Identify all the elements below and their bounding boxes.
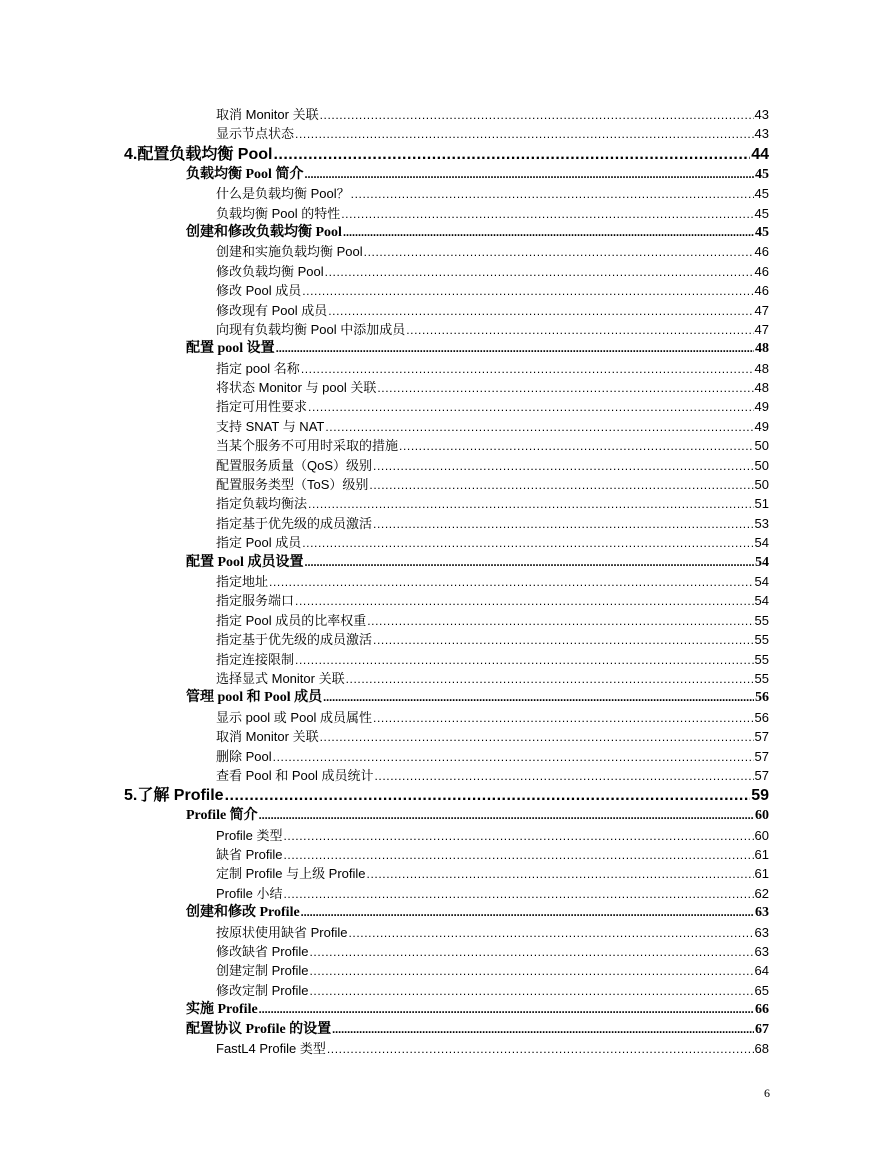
dot-leader <box>283 885 753 904</box>
dot-leader <box>332 1020 754 1039</box>
toc-subsection-entry[interactable] <box>216 417 769 436</box>
toc-entry-page-number: 55 <box>754 632 769 648</box>
toc-entry-page-number: 61 <box>754 866 769 882</box>
toc-entry-page-number: 48 <box>755 341 769 357</box>
toc-entry-page-number: 48 <box>754 380 769 396</box>
toc-entry-page-number: 61 <box>754 847 769 863</box>
toc-entry-title: 指定负载均衡法 <box>216 496 308 512</box>
toc-entry-page-number: 54 <box>754 573 769 589</box>
toc-entry-page-number: 53 <box>754 515 769 531</box>
dot-leader <box>302 282 753 301</box>
toc-entry-page-number: 68 <box>754 1040 769 1056</box>
toc-subsection-entry[interactable] <box>216 884 769 903</box>
toc-section-entry[interactable] <box>186 1000 769 1019</box>
toc-entry-title: 指定 Pool 成员的比率权重 <box>216 612 367 628</box>
toc-subsection-entry[interactable] <box>216 494 769 513</box>
toc-entry-title: 定制 Profile 与上级 Profile <box>216 866 366 882</box>
toc-entry-page-number: 60 <box>755 808 769 824</box>
dot-leader <box>377 379 753 398</box>
toc-entry-page-number: 63 <box>754 944 769 960</box>
toc-entry-page-number: 64 <box>754 963 769 979</box>
toc-entry-title: 显示 pool 或 Pool 成员属性 <box>216 709 373 725</box>
toc-section-entry[interactable] <box>186 903 769 922</box>
toc-subsection-entry[interactable] <box>216 826 769 845</box>
toc-entry-title: FastL4 Profile 类型 <box>216 1040 326 1056</box>
dot-leader <box>346 670 754 689</box>
dot-leader <box>273 144 750 165</box>
toc-entry-title: 创建和实施负载均衡 Pool <box>216 244 363 260</box>
dot-leader <box>328 302 753 321</box>
toc-entry-page-number: 57 <box>754 767 769 783</box>
toc-subsection-entry[interactable] <box>216 591 769 610</box>
toc-subsection-entry[interactable] <box>216 436 769 455</box>
toc-subsection-entry[interactable] <box>216 281 769 300</box>
toc-entry-title: 指定地址 <box>216 573 269 589</box>
toc-entry-title: 负载均衡 Pool 简介 <box>186 166 304 182</box>
toc-entry-page-number: 46 <box>754 263 769 279</box>
dot-leader <box>302 534 753 553</box>
dot-leader <box>373 709 753 728</box>
toc-entry-title: 实施 Profile <box>186 1002 258 1018</box>
dot-leader <box>295 651 754 670</box>
toc-entry-page-number: 50 <box>754 438 769 454</box>
dot-leader <box>309 962 753 981</box>
toc-subsection-entry[interactable] <box>216 747 769 766</box>
toc-entry-title: 指定 Pool 成员 <box>216 535 302 551</box>
toc-section-entry[interactable] <box>186 223 769 242</box>
dot-leader <box>325 263 754 282</box>
dot-leader <box>295 125 754 144</box>
toc-entry-title: 创建和修改 Profile <box>186 905 300 921</box>
dot-leader <box>295 592 754 611</box>
toc-entry-page-number: 67 <box>755 1021 769 1037</box>
toc-entry-page-number: 45 <box>754 186 769 202</box>
toc-entry-title: 指定连接限制 <box>216 651 295 667</box>
table-of-contents <box>0 105 893 1058</box>
dot-leader <box>325 418 753 437</box>
toc-entry-page-number: 55 <box>754 651 769 667</box>
dot-leader <box>375 767 754 786</box>
toc-subsection-entry[interactable] <box>216 1039 769 1058</box>
toc-subsection-entry[interactable] <box>216 708 769 727</box>
toc-subsection-entry[interactable] <box>216 942 769 961</box>
dot-leader <box>304 165 754 184</box>
toc-entry-page-number: 65 <box>754 982 769 998</box>
toc-entry-title: 配置 Pool 成员设置 <box>186 554 304 570</box>
toc-subsection-entry[interactable] <box>216 378 769 397</box>
dot-leader <box>327 1040 754 1059</box>
dot-leader <box>259 1000 754 1019</box>
toc-entry-title: 创建和修改负载均衡 Pool <box>186 224 342 240</box>
toc-subsection-entry[interactable] <box>216 533 769 552</box>
toc-entry-page-number: 66 <box>755 1002 769 1018</box>
toc-subsection-entry[interactable] <box>216 514 769 533</box>
toc-chapter-entry[interactable] <box>124 785 769 806</box>
dot-leader <box>283 846 753 865</box>
toc-subsection-entry[interactable] <box>216 961 769 980</box>
toc-entry-title: 修改缺省 Profile <box>216 944 309 960</box>
toc-entry-page-number: 45 <box>754 205 769 221</box>
dot-leader <box>320 106 754 125</box>
toc-entry-title: 将状态 Monitor 与 pool 关联 <box>216 380 377 396</box>
toc-subsection-entry[interactable] <box>216 572 769 591</box>
toc-entry-title: Profile 类型 <box>216 827 283 843</box>
toc-subsection-entry[interactable] <box>216 630 769 649</box>
toc-subsection-entry[interactable] <box>216 650 769 669</box>
toc-subsection-entry[interactable] <box>216 456 769 475</box>
toc-entry-title: 配置 pool 设置 <box>186 341 275 357</box>
toc-entry-title: 5.了解 Profile <box>124 787 224 805</box>
toc-subsection-entry[interactable] <box>216 397 769 416</box>
toc-entry-title: 配置协议 Profile 的设置 <box>186 1021 332 1037</box>
dot-leader <box>369 476 753 495</box>
toc-entry-page-number: 43 <box>754 126 769 142</box>
toc-subsection-entry[interactable] <box>216 669 769 688</box>
toc-entry-page-number: 54 <box>755 554 769 570</box>
toc-entry-page-number: 47 <box>754 321 769 337</box>
toc-entry-page-number: 51 <box>754 496 769 512</box>
toc-subsection-entry[interactable] <box>216 475 769 494</box>
toc-section-entry[interactable] <box>186 165 769 184</box>
toc-entry-page-number: 47 <box>754 302 769 318</box>
toc-subsection-entry[interactable] <box>216 864 769 883</box>
toc-entry-title: 创建定制 Profile <box>216 963 309 979</box>
toc-entry-title: 选择显式 Monitor 关联 <box>216 670 345 686</box>
toc-entry-page-number: 46 <box>754 283 769 299</box>
dot-leader <box>367 612 753 631</box>
dot-leader <box>301 903 754 922</box>
toc-entry-page-number: 48 <box>754 360 769 376</box>
toc-entry-title: 修改定制 Profile <box>216 982 309 998</box>
toc-entry-page-number: 56 <box>755 690 769 706</box>
toc-subsection-entry[interactable] <box>216 184 769 203</box>
toc-entry-page-number: 49 <box>754 399 769 415</box>
dot-leader <box>320 728 754 747</box>
toc-entry-title: 修改现有 Pool 成员 <box>216 302 328 318</box>
toc-entry-title: 指定 pool 名称 <box>216 360 300 376</box>
dot-leader <box>276 339 754 358</box>
toc-section-entry[interactable] <box>186 553 769 572</box>
dot-leader <box>364 243 754 262</box>
toc-entry-title: 缺省 Profile <box>216 847 283 863</box>
dot-leader <box>301 360 754 379</box>
toc-subsection-entry[interactable] <box>216 923 769 942</box>
toc-entry-title: 配置服务质量（QoS）级别 <box>216 457 373 473</box>
toc-entry-title: 修改 Pool 成员 <box>216 283 302 299</box>
toc-entry-title: 什么是负载均衡 Pool？ <box>216 186 350 202</box>
toc-entry-title: 当某个服务不可用时采取的措施 <box>216 438 399 454</box>
toc-entry-title: 删除 Pool <box>216 748 272 764</box>
toc-section-entry[interactable] <box>186 1020 769 1039</box>
dot-leader <box>308 495 754 514</box>
toc-entry-title: Profile 小结 <box>216 885 283 901</box>
dot-leader <box>323 688 754 707</box>
dot-leader <box>225 785 751 806</box>
toc-entry-title: 指定可用性要求 <box>216 399 308 415</box>
toc-entry-title: 显示节点状态 <box>216 126 295 142</box>
toc-subsection-entry[interactable] <box>216 611 769 630</box>
dot-leader <box>283 827 753 846</box>
toc-subsection-entry[interactable] <box>216 105 769 124</box>
dot-leader <box>373 457 754 476</box>
dot-leader <box>343 223 754 242</box>
toc-entry-title: 管理 pool 和 Pool 成员 <box>186 690 323 706</box>
dot-leader <box>304 553 754 572</box>
dot-leader <box>351 185 754 204</box>
toc-section-entry[interactable] <box>186 339 769 358</box>
toc-entry-title: 指定服务端口 <box>216 593 295 609</box>
toc-entry-page-number: 55 <box>754 612 769 628</box>
toc-entry-page-number: 55 <box>754 670 769 686</box>
toc-subsection-entry[interactable] <box>216 320 769 339</box>
dot-leader <box>341 205 753 224</box>
toc-subsection-entry[interactable] <box>216 845 769 864</box>
toc-section-entry[interactable] <box>186 806 769 825</box>
toc-subsection-entry[interactable] <box>216 766 769 785</box>
toc-entry-page-number: 63 <box>754 924 769 940</box>
dot-leader <box>373 631 754 650</box>
toc-entry-page-number: 46 <box>754 244 769 260</box>
toc-subsection-entry[interactable] <box>216 301 769 320</box>
dot-leader <box>406 321 753 340</box>
dot-leader <box>269 573 754 592</box>
dot-leader <box>259 806 754 825</box>
toc-entry-title: 配置服务类型（ToS）级别 <box>216 477 369 493</box>
toc-chapter-entry[interactable] <box>124 144 769 165</box>
toc-entry-page-number: 59 <box>751 787 769 805</box>
toc-entry-page-number: 43 <box>754 107 769 122</box>
toc-subsection-entry[interactable] <box>216 981 769 1000</box>
toc-subsection-entry[interactable] <box>216 727 769 746</box>
toc-entry-page-number: 45 <box>755 166 769 182</box>
toc-subsection-entry[interactable] <box>216 262 769 281</box>
toc-entry-page-number: 49 <box>754 418 769 434</box>
toc-entry-title: 向现有负载均衡 Pool 中添加成员 <box>216 321 406 337</box>
toc-entry-page-number: 50 <box>754 477 769 493</box>
toc-entry-page-number: 56 <box>754 709 769 725</box>
toc-entry-page-number: 50 <box>754 457 769 473</box>
toc-section-entry[interactable] <box>186 688 769 707</box>
dot-leader <box>367 865 754 884</box>
toc-entry-title: 4.配置负载均衡 Pool <box>124 145 273 163</box>
toc-entry-title: 负载均衡 Pool 的特性 <box>216 205 341 221</box>
toc-entry-page-number: 57 <box>754 748 769 764</box>
page-number: 6 <box>764 1086 770 1100</box>
toc-entry-title: 取消 Monitor 关联 <box>216 107 319 122</box>
toc-entry-title: 按原状使用缺省 Profile <box>216 924 348 940</box>
toc-subsection-entry[interactable] <box>216 124 769 143</box>
dot-leader <box>399 437 754 456</box>
toc-subsection-entry[interactable] <box>216 204 769 223</box>
toc-entry-title: 取消 Monitor 关联 <box>216 729 319 745</box>
dot-leader <box>309 943 753 962</box>
dot-leader <box>348 924 753 943</box>
toc-entry-title: 支持 SNAT 与 NAT <box>216 418 325 434</box>
dot-leader <box>309 982 753 1001</box>
toc-entry-page-number: 63 <box>755 905 769 921</box>
toc-entry-title: 查看 Pool 和 Pool 成员统计 <box>216 767 374 783</box>
toc-entry-title: 修改负载均衡 Pool <box>216 263 324 279</box>
toc-entry-page-number: 45 <box>755 224 769 240</box>
toc-subsection-entry[interactable] <box>216 359 769 378</box>
dot-leader <box>373 515 754 534</box>
toc-entry-title: Profile 简介 <box>186 808 258 824</box>
toc-entry-title: 指定基于优先级的成员激活 <box>216 632 373 648</box>
toc-entry-page-number: 44 <box>751 145 769 163</box>
toc-entry-page-number: 60 <box>754 827 769 843</box>
toc-entry-title: 指定基于优先级的成员激活 <box>216 515 373 531</box>
dot-leader <box>308 398 754 417</box>
toc-entry-page-number: 54 <box>754 535 769 551</box>
toc-entry-page-number: 62 <box>754 885 769 901</box>
toc-entry-page-number: 54 <box>754 593 769 609</box>
toc-subsection-entry[interactable] <box>216 242 769 261</box>
dot-leader <box>273 748 754 767</box>
toc-entry-page-number: 57 <box>754 729 769 745</box>
